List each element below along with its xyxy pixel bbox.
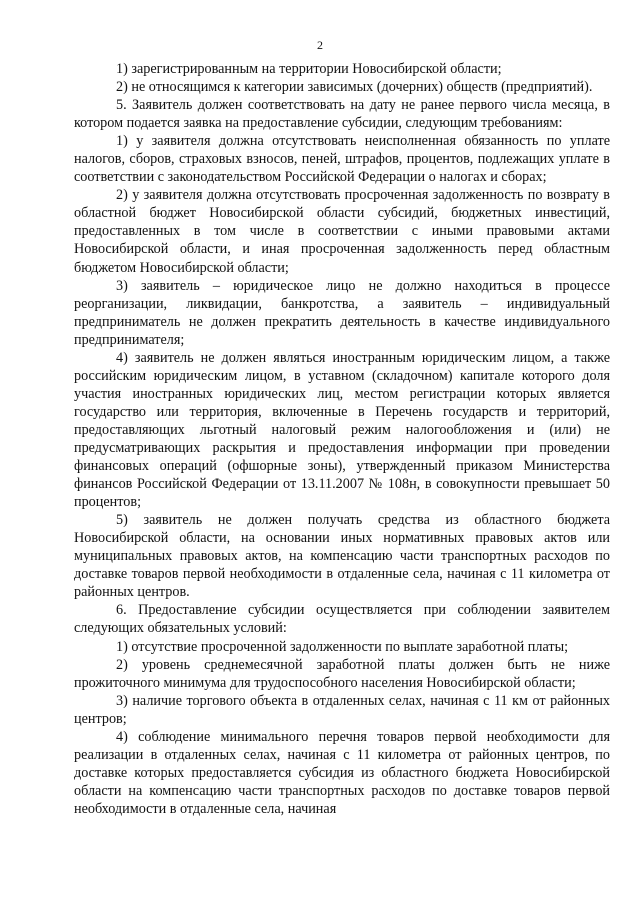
paragraph: 6. Предоставление субсидии осуществляется при соблюдении заявителем следующих обязательных условий:	[74, 602, 610, 637]
paragraph: 5) заявитель не должен получать средства из областного бюджета Новосибирской области, на основании иных нормативных правовых актов или муниципальных правовых актов, на компенсацию части транспортных расходов по доставке товаров первой необходимости в отдаленные села, начиная с 11 километра от районных центров.	[74, 512, 610, 601]
paragraph: 3) наличие торгового объекта в отдаленных селах, начиная с 11 км от районных центров;	[74, 692, 610, 727]
paragraph: 4) соблюдение минимального перечня товаров первой необходимости для реализации в отдаленных селах, начиная с 11 километра от районных центров, по доставке которых предоставляется субсидия из областного бюджета Новосибирской области на компенсацию части транспортных расходов по доставке товаров первой необходимости в отдаленные села, начиная	[74, 728, 610, 817]
paragraph: 4) заявитель не должен являться иностранным юридическим лицом, а также российским юридическим лицом, в уставном (складочном) капитале которого доля участия иностранных юридических лиц, местом регистрации которых является государство или территория, включенные в Перечень государств и территорий, предоставляющих льготный налоговый режим налогообложения и (или) не предусматривающих раскрытия и предоставления информации при проведении финансовых операций (офшорные зоны), утвержденный приказом Министерства финансов Российской Федерации от 13.11.2007 № 108н, в совокупности превышает 50 процентов;	[74, 349, 610, 511]
paragraph: 1) зарегистрированным на территории Новосибирской области;	[116, 61, 502, 77]
paragraph: 3) заявитель – юридическое лицо не должно находиться в процессе реорганизации, ликвидации, банкротства, а заявитель – индивидуальный предприниматель не должен прекратить деятельность в качестве индивидуального предпринимателя;	[74, 277, 610, 348]
paragraph: 2) уровень среднемесячной заработной платы должен быть не ниже прожиточного минимума для трудоспособного населения Новосибирской области;	[74, 656, 610, 691]
paragraph: 2) у заявителя должна отсутствовать просроченная задолженность по возврату в областной бюджет Новосибирской области субсидий, бюджетных инвестиций, предоставленных в том числе в соответствии с иными правовыми актами Новосибирской области, и иная просроченная задолженность перед областным бюджетом Новосибирской области;	[74, 187, 610, 276]
document-body	[74, 60, 610, 818]
paragraph: 1) отсутствие просроченной задолженности по выплате заработной платы;	[116, 638, 569, 655]
page-number: 2	[317, 38, 323, 52]
paragraph: 2) не относящимся к категории зависимых (дочерних) обществ (предприятий).	[116, 79, 593, 96]
paragraph: 1) у заявителя должна отсутствовать неисполненная обязанность по уплате налогов, сборов, страховых взносов, пеней, штрафов, процентов, подлежащих уплате в соответствии с законодательством Российской Федерации о налогах и сборах;	[74, 133, 610, 186]
paragraph: 5. Заявитель должен соответствовать на дату не ранее первого числа месяца, в котором подается заявка на предоставление субсидии, следующим требованиям:	[74, 97, 610, 132]
